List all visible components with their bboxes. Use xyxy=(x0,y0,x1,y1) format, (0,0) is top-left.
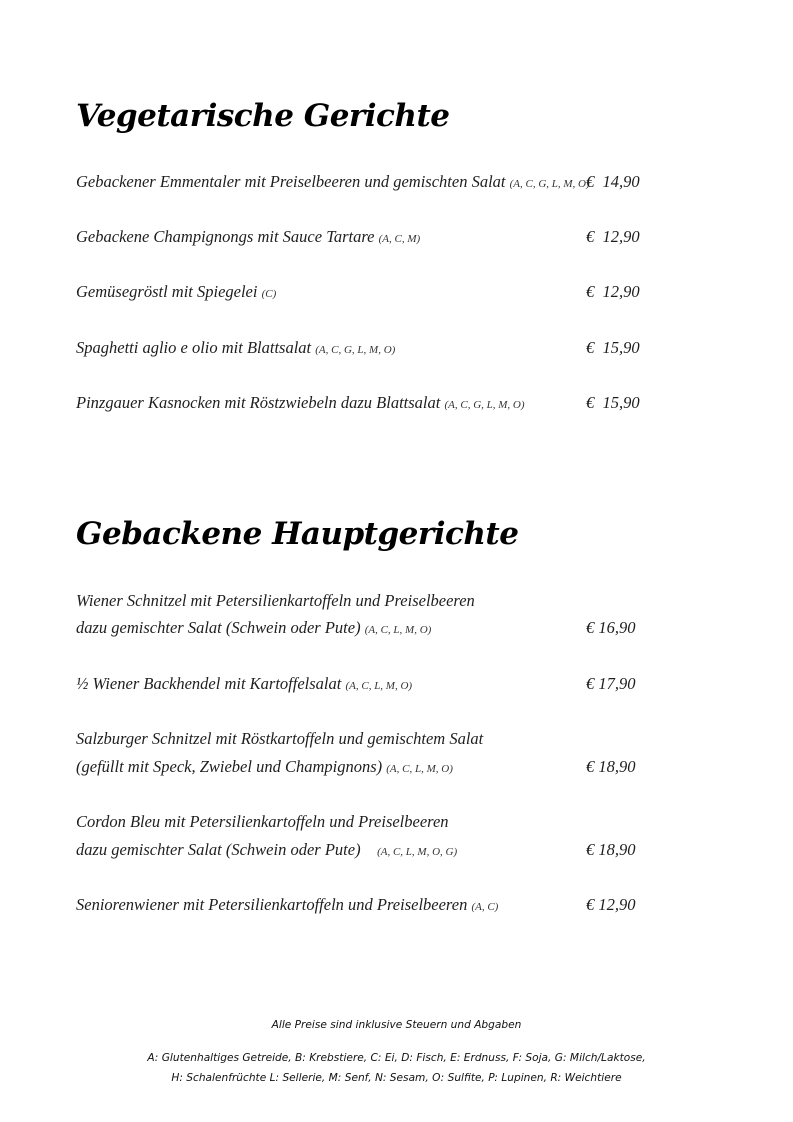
menu-item xyxy=(76,618,431,638)
menu-item xyxy=(76,172,590,192)
menu-item xyxy=(76,282,276,302)
item-name: dazu gemischter Salat (Schwein oder Pute) xyxy=(76,618,365,637)
item-price: € 18,90 xyxy=(586,757,636,776)
item-price: € 16,90 xyxy=(586,618,636,637)
item-price: € 12,90 xyxy=(586,282,640,301)
item-allergens: (A, C, L, M, O, G) xyxy=(377,846,458,858)
section-title-main-dishes: Gebackene Hauptgerichte xyxy=(76,516,519,552)
item-allergens: (A, C, M) xyxy=(378,233,421,245)
item-price: € 14,90 xyxy=(586,172,640,191)
item-allergens: (C) xyxy=(261,288,277,300)
item-name: Gebackene Champignongs mit Sauce Tartare xyxy=(76,227,379,246)
item-line1: Wiener Schnitzel mit Petersilienkartoffeln und Preiselbeeren xyxy=(76,591,475,610)
section-title-vegetarian: Vegetarische Gerichte xyxy=(76,98,450,134)
item-allergens: (A, C, G, L, M, O) xyxy=(444,399,525,411)
item-line1: Cordon Bleu mit Petersilienkartoffeln und Preiselbeeren xyxy=(76,812,449,831)
item-price: € 12,90 xyxy=(586,227,640,246)
item-name: dazu gemischter Salat (Schwein oder Pute) xyxy=(76,840,378,859)
item-allergens: (A, C) xyxy=(471,901,499,913)
item-price: € 17,90 xyxy=(586,674,636,693)
item-price: € 15,90 xyxy=(586,393,640,412)
menu-item xyxy=(76,895,498,915)
menu-item xyxy=(76,757,453,777)
item-name: Spaghetti aglio e olio mit Blattsalat xyxy=(76,338,316,357)
item-allergens: (A, C, G, L, M, O) xyxy=(509,178,590,190)
item-allergens: (A, C, L, M, O) xyxy=(386,763,453,775)
item-name: ½ Wiener Backhendel mit Kartoffelsalat xyxy=(76,674,346,693)
item-name: Gemüsegröstl mit Spiegelei xyxy=(76,282,262,301)
item-name: Seniorenwiener mit Petersilienkartoffeln und Preiselbeeren xyxy=(76,895,472,914)
price-note: Alle Preise sind inklusive Steuern und Abgaben xyxy=(271,1019,522,1031)
item-price: € 15,90 xyxy=(586,338,640,357)
menu-item xyxy=(76,227,420,247)
menu-item xyxy=(76,338,395,358)
menu-item xyxy=(76,674,412,694)
item-price: € 18,90 xyxy=(586,840,636,859)
item-allergens: (A, C, L, M, O) xyxy=(364,624,432,636)
allergen-legend-line1: A: Glutenhaltiges Getreide, B: Krebstiere, C: Ei, D: Fisch, E: Erdnuss, F: Soja, G: Milch/Laktose, xyxy=(147,1052,646,1064)
item-allergens: (A, C, L, M, O) xyxy=(345,680,413,692)
item-allergens: (A, C, G, L, M, O) xyxy=(315,344,396,356)
item-price: € 12,90 xyxy=(586,895,636,914)
menu-item xyxy=(76,393,525,413)
item-name: Pinzgauer Kasnocken mit Röstzwiebeln dazu Blattsalat xyxy=(76,393,445,412)
item-line1: Salzburger Schnitzel mit Röstkartoffeln und gemischtem Salat xyxy=(76,729,484,748)
item-name: (gefüllt mit Speck, Zwiebel und Champignons) xyxy=(76,757,387,776)
allergen-legend-line2: H: Schalenfrüchte L: Sellerie, M: Senf, N: Sesam, O: Sulfite, P: Lupinen, R: Weichtiere xyxy=(171,1072,622,1084)
menu-item xyxy=(76,840,457,860)
item-name: Gebackener Emmentaler mit Preiselbeeren und gemischten Salat xyxy=(76,172,510,191)
